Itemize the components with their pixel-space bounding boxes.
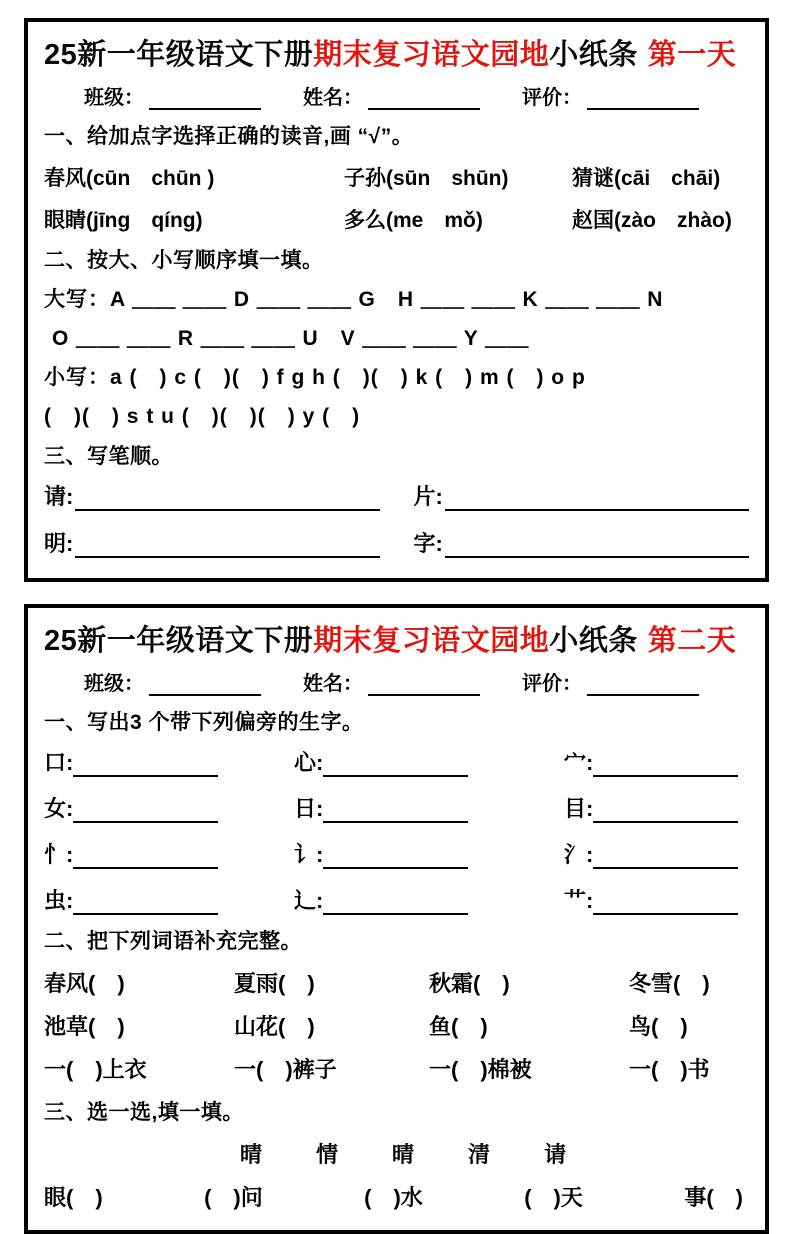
word-row bbox=[44, 967, 749, 998]
class-label: 班级： bbox=[84, 673, 144, 695]
stroke-item bbox=[414, 527, 750, 558]
eval-field bbox=[522, 667, 699, 696]
writing-line bbox=[73, 755, 218, 777]
radical-label: 辶: bbox=[294, 888, 324, 913]
lowercase-line: 小写：a ( ) c ( )( ) f g h ( )( ) k ( ) m ( ) o p bbox=[44, 366, 586, 389]
day1-card bbox=[24, 18, 769, 582]
writing-line bbox=[445, 534, 749, 558]
radical-label: 宀: bbox=[564, 750, 594, 775]
word-item: 夏雨( ) bbox=[234, 971, 315, 996]
writing-line bbox=[593, 893, 738, 915]
class-field bbox=[84, 81, 261, 110]
word-item: 鸟( ) bbox=[629, 1014, 688, 1039]
uppercase-line: O ＿＿ ＿＿ R ＿＿ ＿＿ U V ＿＿ ＿＿ Y ＿＿ bbox=[52, 327, 530, 350]
radical-label: 氵: bbox=[564, 842, 594, 867]
writing-line bbox=[323, 801, 468, 823]
day2-ex1-heading: 一、写出3 个带下列偏旁的生字。 bbox=[44, 711, 364, 734]
word-item: 山花( ) bbox=[234, 1014, 315, 1039]
radical-item bbox=[564, 838, 749, 869]
eval-field bbox=[522, 81, 699, 110]
uppercase-line: 大写：A ＿＿ ＿＿ D ＿＿ ＿＿ G H ＿＿ ＿＿ K ＿＿ ＿＿ N bbox=[44, 288, 664, 311]
writing-line bbox=[593, 847, 738, 869]
class-label: 班级： bbox=[84, 87, 144, 109]
name-label: 姓名： bbox=[303, 673, 363, 695]
fill-in-row bbox=[44, 1181, 749, 1212]
writing-line bbox=[323, 847, 468, 869]
day2-card bbox=[24, 604, 769, 1234]
title-part-red: 期末复习语文园地 bbox=[313, 625, 550, 657]
pinyin-item: 眼睛(jīng qíng) bbox=[44, 209, 203, 232]
radical-item bbox=[44, 838, 294, 869]
word-item: 秋霜( ) bbox=[429, 971, 510, 996]
title-day-label: 第二天 bbox=[647, 625, 737, 657]
word-item: 春风( ) bbox=[44, 971, 125, 996]
word-item: 一( )上衣 bbox=[44, 1057, 147, 1082]
stroke-char: 明: bbox=[44, 531, 74, 556]
pinyin-item: 猜谜(cāi chāi) bbox=[572, 167, 721, 190]
radical-item bbox=[564, 746, 749, 777]
stroke-item bbox=[44, 480, 380, 511]
writing-line bbox=[73, 893, 218, 915]
day1-ex1-heading: 一、给加点字选择正确的读音,画 “√”。 bbox=[44, 125, 414, 148]
radical-item bbox=[44, 884, 294, 915]
character-options-row bbox=[240, 1138, 749, 1169]
title-part-black: 小纸条 bbox=[549, 39, 638, 71]
writing-line bbox=[73, 847, 218, 869]
word-item: 鱼( ) bbox=[429, 1014, 488, 1039]
character-option: 清 bbox=[468, 1142, 491, 1167]
name-blank-line bbox=[368, 89, 480, 110]
radical-label: 艹: bbox=[564, 888, 594, 913]
radical-label: 口: bbox=[44, 750, 74, 775]
writing-line bbox=[73, 801, 218, 823]
character-option: 晴 bbox=[240, 1142, 263, 1167]
day1-ex2-heading: 二、按大、小写顺序填一填。 bbox=[44, 249, 324, 272]
class-blank-line bbox=[149, 89, 261, 110]
writing-line bbox=[323, 893, 468, 915]
class-blank-line bbox=[149, 675, 261, 696]
word-item: 冬雪( ) bbox=[629, 971, 710, 996]
pinyin-item: 子孙(sūn shūn) bbox=[344, 167, 509, 190]
class-field bbox=[84, 667, 261, 696]
radical-item bbox=[564, 884, 749, 915]
fill-item: 事( ) bbox=[684, 1185, 743, 1210]
day2-ex2-heading: 二、把下列词语补充完整。 bbox=[44, 930, 302, 953]
radical-label: 讠: bbox=[294, 842, 324, 867]
fill-item: ( )天 bbox=[524, 1185, 583, 1210]
pinyin-item: 多么(me mǒ) bbox=[344, 209, 483, 232]
radical-label: 女: bbox=[44, 796, 74, 821]
radical-item bbox=[564, 792, 749, 823]
word-row bbox=[44, 1010, 749, 1041]
name-blank-line bbox=[368, 675, 480, 696]
writing-line bbox=[323, 755, 468, 777]
title-part-black: 25新一年级语文下册 bbox=[44, 39, 314, 71]
radical-item bbox=[294, 884, 564, 915]
word-item: 池草( ) bbox=[44, 1014, 125, 1039]
word-row bbox=[44, 1053, 749, 1084]
fill-item: ( )问 bbox=[204, 1185, 263, 1210]
pinyin-row bbox=[44, 162, 749, 192]
day1-header-fields bbox=[84, 81, 749, 110]
stroke-order-grid bbox=[44, 480, 749, 558]
day2-ex3-heading: 三、选一选,填一填。 bbox=[44, 1101, 244, 1124]
title-part-red: 期末复习语文园地 bbox=[313, 39, 550, 71]
word-item: 一( )棉被 bbox=[429, 1057, 532, 1082]
writing-line bbox=[593, 755, 738, 777]
radical-item bbox=[44, 792, 294, 823]
pinyin-item: 春风(cūn chūn ) bbox=[44, 167, 215, 190]
writing-line bbox=[593, 801, 738, 823]
writing-line bbox=[75, 487, 379, 511]
word-item: 一( )书 bbox=[629, 1057, 710, 1082]
writing-line bbox=[75, 534, 379, 558]
pinyin-item: 赵国(zào zhào) bbox=[572, 209, 732, 232]
writing-line bbox=[445, 487, 749, 511]
eval-label: 评价： bbox=[522, 87, 582, 109]
radical-item bbox=[294, 838, 564, 869]
radical-label: 日: bbox=[294, 796, 324, 821]
radical-label: 虫: bbox=[44, 888, 74, 913]
name-field bbox=[303, 81, 480, 110]
stroke-item bbox=[44, 527, 380, 558]
fill-item: 眼( ) bbox=[44, 1185, 103, 1210]
stroke-item bbox=[414, 480, 750, 511]
pinyin-row bbox=[44, 204, 749, 234]
eval-blank-line bbox=[587, 675, 699, 696]
character-option: 情 bbox=[316, 1142, 339, 1167]
radical-label: 心: bbox=[294, 750, 324, 775]
lowercase-line: ( )( ) s t u ( )( )( ) y ( ) bbox=[44, 405, 361, 428]
character-option: 晴 bbox=[392, 1142, 415, 1167]
fill-item: ( )水 bbox=[364, 1185, 423, 1210]
title-day-label: 第一天 bbox=[647, 39, 737, 71]
radical-label: 忄: bbox=[44, 842, 74, 867]
radical-item bbox=[294, 746, 564, 777]
day2-title bbox=[44, 618, 749, 659]
day2-header-fields bbox=[84, 667, 749, 696]
eval-blank-line bbox=[587, 89, 699, 110]
word-item: 一( )裤子 bbox=[234, 1057, 337, 1082]
radical-item bbox=[294, 792, 564, 823]
title-part-black: 小纸条 bbox=[549, 625, 638, 657]
name-label: 姓名： bbox=[303, 87, 363, 109]
stroke-char: 片: bbox=[413, 484, 443, 509]
day1-ex3-heading: 三、写笔顺。 bbox=[44, 445, 173, 468]
name-field bbox=[303, 667, 480, 696]
stroke-char: 请: bbox=[44, 484, 74, 509]
radical-item bbox=[44, 746, 294, 777]
stroke-char: 字: bbox=[413, 531, 443, 556]
character-option: 请 bbox=[544, 1142, 567, 1167]
eval-label: 评价： bbox=[522, 673, 582, 695]
radical-grid bbox=[44, 746, 749, 915]
day1-title bbox=[44, 32, 749, 73]
radical-label: 目: bbox=[564, 796, 594, 821]
title-part-black: 25新一年级语文下册 bbox=[44, 625, 314, 657]
